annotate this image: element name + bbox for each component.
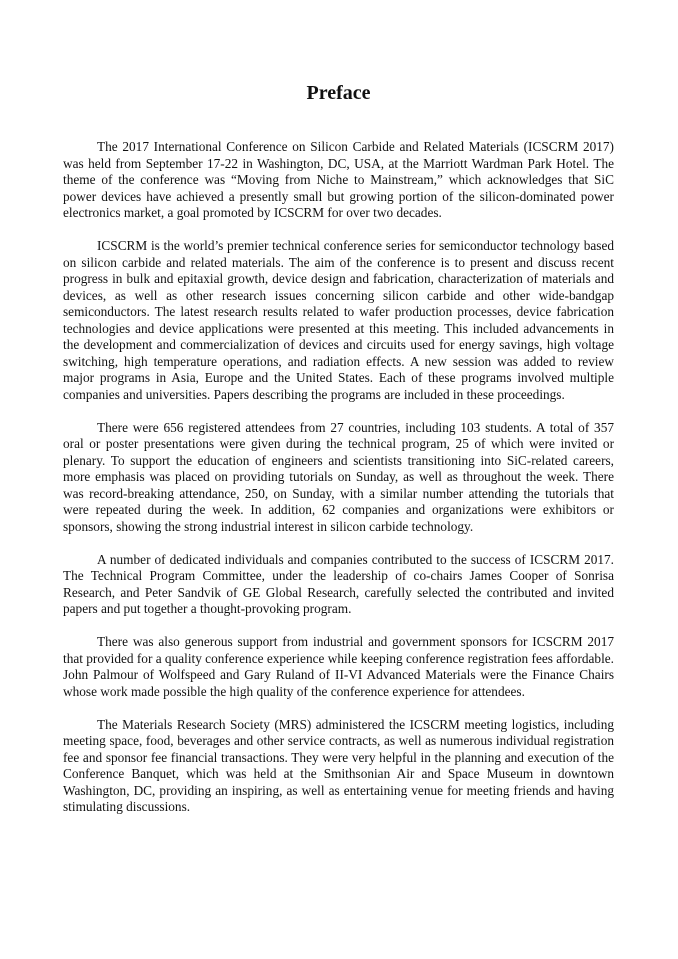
paragraph-program-committee: A number of dedicated individuals and companies contributed to the success of ICSCRM 2017. The Technical Program Committee, under the leadership of co-chairs James Cooper of Sonrisa Research, and Peter Sandvik of GE Global Research, carefully selected the contributed and invited papers and put together a thought-provoking program. bbox=[63, 551, 614, 616]
paragraph-conference-aims: ICSCRM is the world’s premier technical conference series for semiconductor technology based on silicon carbide and related materials. The aim of the conference is to present and discuss recent progress in bulk and epitaxial growth, device design and fabrication, characterization of materials and devices, as well as other research issues concerning silicon carbide and other wide-bandgap semiconductors. The latest research results related to wafer production processes, device fabrication technologies and device applications were presented at this meeting. This included advancements in the development and commercialization of devices and circuits used for energy savings, high voltage switching, high temperature operations, and radiation effects. A new session was added to review major programs in Asia, Europe and the United States. Each of these programs involved multiple companies and universities. Papers describing the programs are included in these proceedings. bbox=[63, 238, 614, 402]
paragraph-conference-overview: The 2017 International Conference on Silicon Carbide and Related Materials (ICSCRM 2017) was held from September 17-22 in Washington, DC, USA, at the Marriott Wardman Park Hotel. The theme of the conference was “Moving from Niche to Mainstream,” which acknowledges that SiC power devices have achieved a presently small but growing portion of the silicon-dominated power electronics market, a goal promoted by ICSCRM for over two decades. bbox=[63, 139, 614, 220]
paragraph-sponsors: There was also generous support from industrial and government sponsors for ICSCRM 2017 that provided for a quality conference experience while keeping conference registration fees affordable. John Palmour of Wolfspeed and Gary Ruland of II-VI Advanced Materials were the Finance Chairs whose work made possible the high quality of the conference experience for attendees. bbox=[63, 634, 614, 699]
paragraph-mrs-logistics: The Materials Research Society (MRS) administered the ICSCRM meeting logistics, including meeting space, food, beverages and other service contracts, as well as numerous individual registration fee and sponsor fee financial transactions. They were very helpful in the planning and execution of the Conference Banquet, which was held at the Smithsonian Air and Space Museum in downtown Washington, DC, providing an inspiring, as well as entertaining venue for meeting friends and having stimulating discussions. bbox=[63, 716, 614, 814]
document-page bbox=[63, 80, 614, 832]
paragraph-attendance: There were 656 registered attendees from 27 countries, including 103 students. A total of 357 oral or poster presentations were given during the technical program, 25 of which were invited or plenary. To support the education of engineers and scientists transitioning into SiC-related careers, more emphasis was placed on providing tutorials on Sunday, as well as throughout the week. There was record-breaking attendance, 250, on Sunday, with a similar number attending the tutorials that were repeated during the week. In addition, 62 companies and organizations were exhibitors or sponsors, showing the strong industrial interest in silicon carbide technology. bbox=[63, 419, 614, 534]
page-title: Preface bbox=[306, 82, 371, 104]
